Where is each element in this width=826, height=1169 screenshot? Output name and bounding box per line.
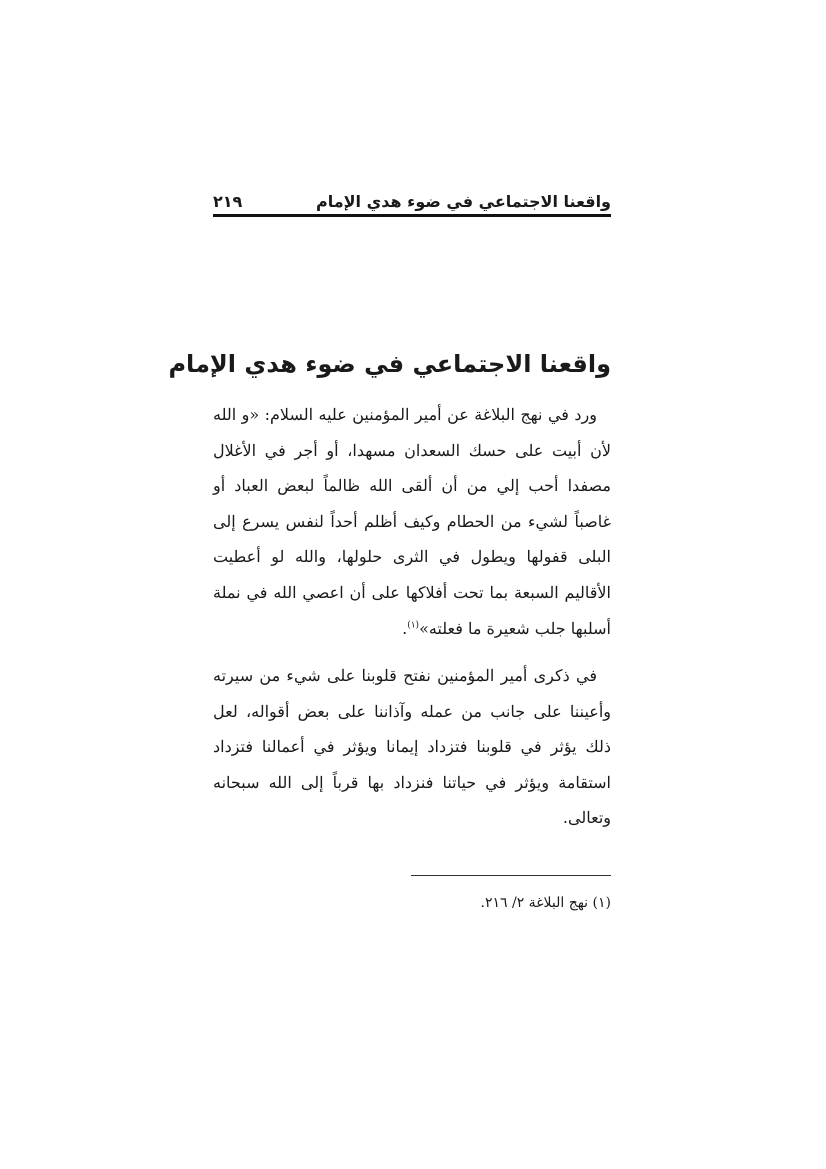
paragraph-commentary: [213, 658, 611, 836]
running-title: واقعنا الاجتماعي في ضوء هدي الإمام: [315, 192, 611, 211]
paragraph-2-text: في ذكرى أمير المؤمنين نفتح قلوبنا على شيء من سيرته وأعيننا على جانب من عمله وآذاننا على بعض أقواله، لعل ذلك يؤثر في قلوبنا فتزداد إيمانا ويؤثر في أعمالنا فتزداد استقامة ويؤثر في حياتنا فنزداد بها قرباً إلى الله سبحانه وتعالى.: [213, 666, 611, 828]
page-number: ٢١٩: [213, 192, 243, 211]
running-header: [213, 188, 611, 216]
footnote-separator: [411, 875, 611, 876]
header-rule: [213, 214, 611, 217]
paragraph-quote: [213, 397, 611, 646]
chapter-title: واقعنا الاجتماعي في ضوء هدي الإمام: [168, 350, 611, 378]
paragraph-1-text: ورد في نهج البلاغة عن أمير المؤمنين عليه السلام: «و الله لأن أبيت على حسك السعدان مسهدا، أو أجر في الأغلال مصفدا أحب إلي من أن ألقى الله ظالماً لبعض العباد أو غاصباً لشيء من الحطام وكيف أظلم أحداً لنفس يسرع إلى البلى قفولها ويطول في الثرى حلولها، والله لو أعطيت الأقاليم السبعة بما تحت أفلاكها على أن اعصي الله في نملة أسلبها جلب شعيرة ما فعلته»: [213, 405, 611, 638]
footnote: (١) نهج البلاغة ٢/ ٢١٦.: [480, 895, 611, 911]
footnote-reference[interactable]: (١): [407, 620, 420, 631]
paragraph-1-end: .: [402, 618, 408, 638]
